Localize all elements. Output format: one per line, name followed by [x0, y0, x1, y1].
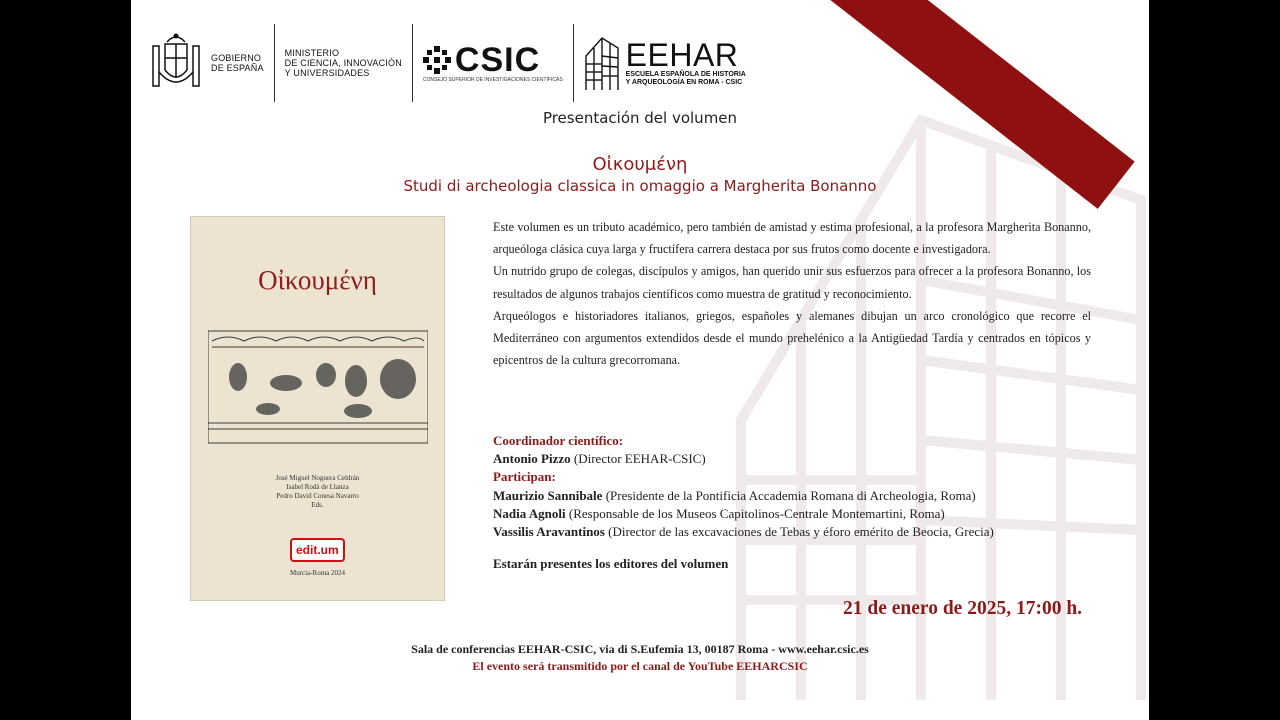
eehar-logo: [584, 24, 746, 102]
cover-editor-3: Pedro David Conesa Navarro: [276, 492, 359, 500]
participant-role: (Responsable de los Museos Capitolinos-Centrale Montemartini, Roma): [568, 505, 945, 521]
ministerio-logo: [285, 24, 402, 102]
cover-title: Οἰκουμένη: [258, 265, 377, 295]
credits: [493, 432, 1133, 541]
ministerio-line-2: DE CIENCIA, INNOVACIÓN: [284, 58, 402, 68]
participant-line: [493, 505, 1133, 523]
cover-editor-1: José Miguel Noguera Celdrán: [275, 474, 360, 482]
participant-role: (Director de las excavaciones de Tebas y éforo emérito de Beocia, Grecia): [608, 524, 994, 540]
coordinator-role: (Director EEHAR-CSIC): [573, 451, 706, 467]
book-title: Οἰκουμένη: [592, 154, 688, 175]
cover-city-year: Murcia-Roma 2024: [289, 569, 345, 577]
participants-label: Participan:: [493, 469, 556, 485]
cover-editor-2: Isabel Rodà de Llanza: [286, 483, 349, 491]
book-cover: [190, 216, 445, 601]
eehar-sub-line-2: Y ARQUEOLOGÍA EN ROMA - CSIC: [625, 79, 743, 86]
description-paragraph: Un nutrido grupo de colegas, discípulos y amigos, han querido unir sus esfuerzos para ofrecer a la profesora Bonanno, los resultados de algunos trabajos científicos como muestra de gratitud y reconocimiento.: [493, 264, 1091, 301]
publisher-logo: edit.um: [290, 538, 345, 562]
participant-line: [493, 523, 1133, 541]
logo-divider: [573, 24, 574, 102]
description-paragraph: Este volumen es un tributo académico, pero también de amistad y estima profesional, a la profesora Margherita Bonanno, arqueóloga clásica cuya larga y fructífera carrera destaca por sus frutos como docente e investigadora.: [493, 220, 1091, 257]
relief-illustration: [208, 327, 428, 447]
eehar-building-icon: [584, 34, 620, 92]
ministerio-text: [285, 48, 402, 78]
logo-divider: [274, 24, 275, 102]
coordinator-line: [493, 450, 1133, 468]
csic-emblem-icon: [423, 46, 451, 74]
ministerio-line-1: MINISTERIO: [284, 48, 340, 58]
coat-of-arms-icon: [149, 32, 203, 94]
book-subtitle: Studi di archeologia classica in omaggio a Margherita Bonanno: [403, 177, 877, 195]
csic-subtitle: CONSEJO SUPERIOR DE INVESTIGACIONES CIENTÍFICAS: [422, 77, 563, 83]
cover-eds: Eds.: [311, 501, 324, 509]
cover-editors: [191, 474, 444, 510]
description-paragraph: Arqueólogos e historiadores italianos, griegos, españoles y alemanes dibujan un arco cronológico que recorre el Mediterráneo con argumentos extendidos desde el mundo prehelénico a la Antigüedad Tardía y centrados en tópicos y epicentros de la cultura grecorromana.: [493, 308, 1091, 368]
description: [493, 216, 1091, 371]
gobierno-line-2: DE ESPAÑA: [211, 63, 264, 73]
closing-note: Estarán presentes los editores del volumen: [493, 556, 729, 571]
eehar-word: EEHAR: [625, 37, 739, 73]
gobierno-text: [211, 53, 264, 73]
poster-page: [131, 0, 1149, 720]
eehar-text: [626, 39, 746, 87]
participant-line: [493, 487, 1133, 505]
csic-word: CSIC: [454, 41, 541, 79]
gobierno-logo: [149, 24, 264, 102]
gobierno-line-1: GOBIERNO: [211, 53, 262, 63]
participant-name: Nadia Agnoli: [493, 505, 566, 521]
ministerio-line-3: Y UNIVERSIDADES: [284, 68, 370, 78]
participant-name: Vassilis Aravantinos: [493, 524, 605, 540]
event-heading: Presentación del volumen: [542, 109, 738, 127]
logo-divider: [412, 24, 413, 102]
csic-logo: [423, 24, 563, 102]
logo-bar: [149, 22, 746, 104]
event-venue: Sala de conferencias EEHAR-CSIC, via di S.Eufemia 13, 00187 Roma - www.eehar.csic.es: [411, 642, 869, 656]
eehar-sub-line-1: ESCUELA ESPAÑOLA DE HISTORIA: [625, 71, 746, 78]
event-date: 21 de enero de 2025, 17:00 h.: [843, 598, 1083, 619]
stream-note: El evento será transmitido por el canal de YouTube EEHARCSIC: [472, 659, 808, 673]
coordinator-name: Antonio Pizzo: [493, 451, 571, 467]
csic-wordmark: [423, 43, 563, 83]
participant-name: Maurizio Sannibale: [493, 487, 603, 503]
participant-role: (Presidente de la Pontificia Accademia Romana di Archeologia, Roma): [605, 487, 976, 503]
coordinator-label: Coordinador científico:: [493, 433, 624, 448]
